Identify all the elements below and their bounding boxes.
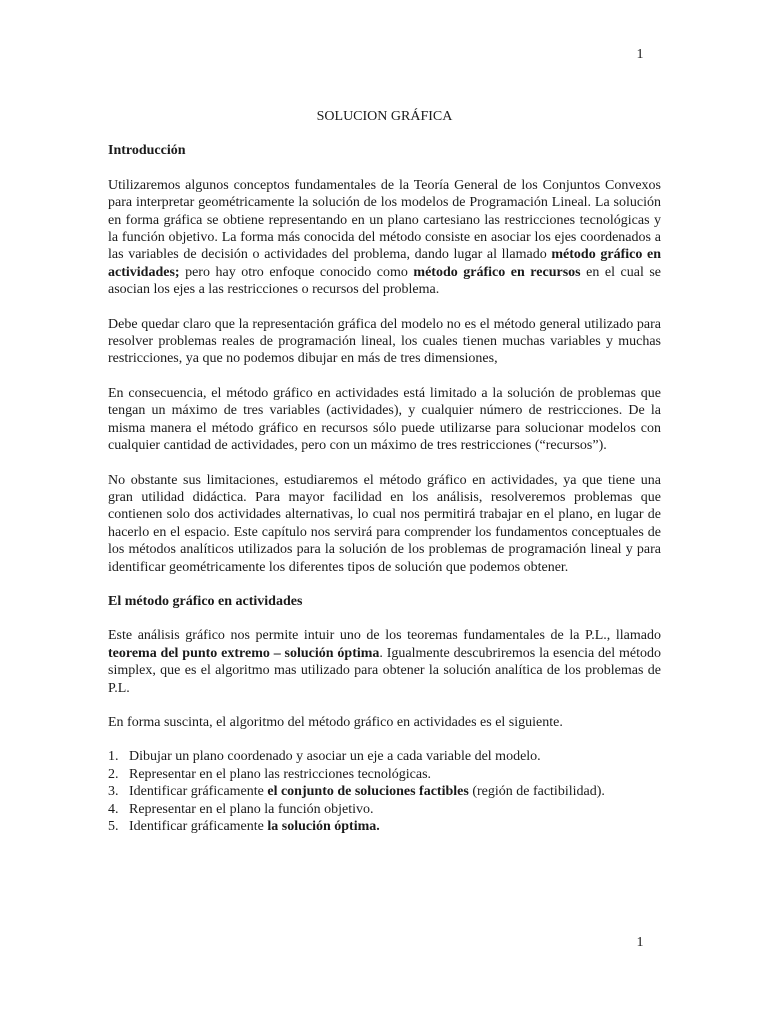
paragraph-2: Debe quedar claro que la representación gráfica del modelo no es el método general utilizado para resolver problemas reales de programación lineal, los cuales tienen muchas variables y muchas restricciones, ya que no podemos dibujar en más de tres dimensiones, [108,316,661,367]
list-item [108,818,661,835]
list-item [108,801,661,818]
step-text [129,801,374,818]
step-text-a: Identificar gráficamente [129,784,268,800]
p1-text-c: pero hay otro enfoque conocido como [179,264,414,280]
step-text-bold: la solución óptima. [267,819,380,834]
step-number: 1. [108,749,119,765]
step-text [129,783,605,800]
p1-text-d: en el cual se asocian los ejes a las restricciones o recursos del problema. [108,264,662,298]
document-body [108,108,661,835]
step-text [129,818,380,835]
step-text-a: Representar en el plano las restricciones tecnológicas. [129,766,432,782]
step-text-a: Dibujar un plano coordenado y asociar un eje a cada variable del modelo. [129,749,541,765]
p5-bold-teorema: teorema del punto extremo – solución óptima [108,645,380,661]
list-item [108,748,661,765]
p1-text-a: Utilizaremos algunos conceptos fundamentales de la Teoría General de los Conjuntos Convexos para interpretar geométricamente la solución de los modelos de Programación Lineal. La solución en forma gráfica se obtiene representando en un plano cartesiano las restricciones tecnológicas y la función objetivo. La forma más conocida del método consiste en asociar los ejes coordenados a las variables de decisión o actividades del problema, dando lugar al llamado [108,177,661,263]
step-text-a: Representar en el plano la función objetivo. [129,801,374,817]
intro-heading: Introducción [108,143,186,159]
step-number: 3. [108,784,119,800]
p1-bold-metodo-recursos: método gráfico en recursos [413,264,581,280]
step-text [129,766,431,783]
document-title: SOLUCION GRÁFICA [316,109,453,124]
list-item [108,766,661,783]
page-number-bottom: 1 [636,935,644,950]
step-text-c: (región de factibilidad). [468,784,605,800]
p1-bold-metodo-actividades: método gráfico en actividades; [108,247,661,280]
step-number: 4. [108,801,119,817]
list-item [108,783,661,800]
step-text-bold: el conjunto de soluciones factibles [267,784,469,800]
paragraph-intro [108,177,661,299]
page-number-top: 1 [636,47,644,62]
step-text [129,748,541,765]
paragraph-3: En consecuencia, el método gráfico en actividades está limitado a la solución de problemas que tengan un máximo de tres variables (actividades), y cualquier número de restricciones. De la misma manera el método gráfico en recursos sólo puede utilizarse para solucionar modelos con cualquier cantidad de actividades, pero con un máximo de tres restricciones (“recursos”). [108,385,661,454]
paragraph-5 [108,627,661,697]
section-heading: El método gráfico en actividades [108,593,303,609]
p5-text-a: Este análisis gráfico nos permite intuir uno de los teoremas fundamentales de la P.L., llamado [108,628,661,644]
p5-text-c: . Igualmente descubriremos la esencia del método simplex, que es el algoritmo mas utilizado para obtener la solución analítica de los problemas de P.L. [108,645,661,696]
paragraph-6: En forma suscinta, el algoritmo del método gráfico en actividades es el siguiente. [108,714,563,730]
paragraph-4: No obstante sus limitaciones, estudiaremos el método gráfico en actividades, ya que tiene una gran utilidad didáctica. Para mayor facilidad en los análisis, resolveremos problemas que contienen solo dos actividades alternativas, lo cual nos permitirá trabajar en el plano, en lugar de hacerlo en el espacio. Este capítulo nos servirá para comprender los fundamentos conceptuales de los métodos analíticos utilizados para la solución de los problemas de programación lineal y para identificar geométricamente los diferentes tipos de solución que podemos obtener. [108,472,661,575]
step-number: 2. [108,766,119,782]
algorithm-steps-list [108,748,661,835]
step-text-a: Identificar gráficamente [129,819,268,834]
step-number: 5. [108,819,119,834]
